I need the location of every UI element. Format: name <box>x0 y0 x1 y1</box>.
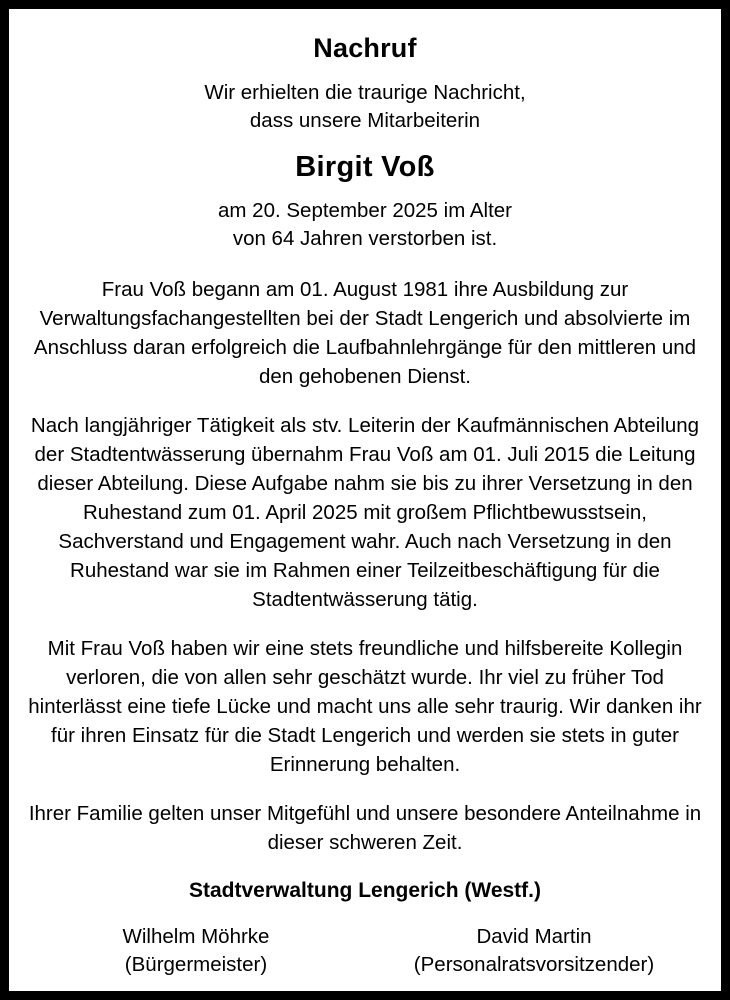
lead-line-2: dass unsere Mitarbeiterin <box>249 109 481 132</box>
lead-line-1: Wir erhielten die traurige Nachricht, <box>204 81 526 104</box>
signer-1-role: (Bürgermeister) <box>124 953 268 976</box>
page-title: Nachruf <box>313 33 417 63</box>
organization-name: Stadtverwaltung Lengerich (Westf.) <box>189 879 541 902</box>
body-paragraph-3: Mit Frau Voß haben wir eine stets freundliche und hilfsbereite Kollegin verloren, die von allen sehr geschätzt wurde. Ihr viel zu früher Tod hinterlässt eine tiefe Lücke und macht uns alle sehr traurig. Wir danken ihr für ihren Einsatz für die Stadt Lengerich und werden sie stets in guter Erinnerung behalten. <box>28 637 702 776</box>
signer-2-role: (Personalratsvorsitzender) <box>413 953 655 976</box>
age-line-1: am 20. September 2025 im Alter <box>218 199 512 222</box>
body-paragraph-2: Nach langjähriger Tätigkeit als stv. Leiterin der Kaufmännischen Abteilung der Stadtentwässerung übernahm Frau Voß am 01. Juli 2015 die Leitung dieser Abteilung. Diese Aufgabe nahm sie bis zu ihrer Versetzung in den Ruhestand zum 01. April 2025 mit großem Pflichtbewusstsein, Sachverstand und Engagement wahr. Auch nach Versetzung in den Ruhestand war sie im Rahmen einer Teilzeitbeschäftigung für die Stadtentwässerung tätig. <box>30 414 700 611</box>
signer-2 <box>365 923 703 979</box>
deceased-name: Birgit Voß <box>295 151 435 183</box>
age-line-2: von 64 Jahren verstorben ist. <box>232 227 498 250</box>
signer-1 <box>27 923 365 979</box>
signer-1-name: Wilhelm Möhrke <box>122 925 270 948</box>
age-text <box>27 197 703 253</box>
body-paragraph-4: Ihrer Familie gelten unser Mitgefühl und unsere besondere Anteilnahme in dieser schweren Zeit. <box>28 802 702 854</box>
body-paragraph-1: Frau Voß begann am 01. August 1981 ihre Ausbildung zur Verwaltungsfachangestellten bei der Stadt Lengerich und absolvierte im Anschluss daran erfolgreich die Laufbahnlehrgänge für den mittleren und den gehobenen Dienst. <box>33 278 697 388</box>
signer-2-name: David Martin <box>476 925 592 948</box>
signers <box>27 923 703 979</box>
lead-text <box>27 79 703 135</box>
obituary-notice <box>9 9 721 991</box>
